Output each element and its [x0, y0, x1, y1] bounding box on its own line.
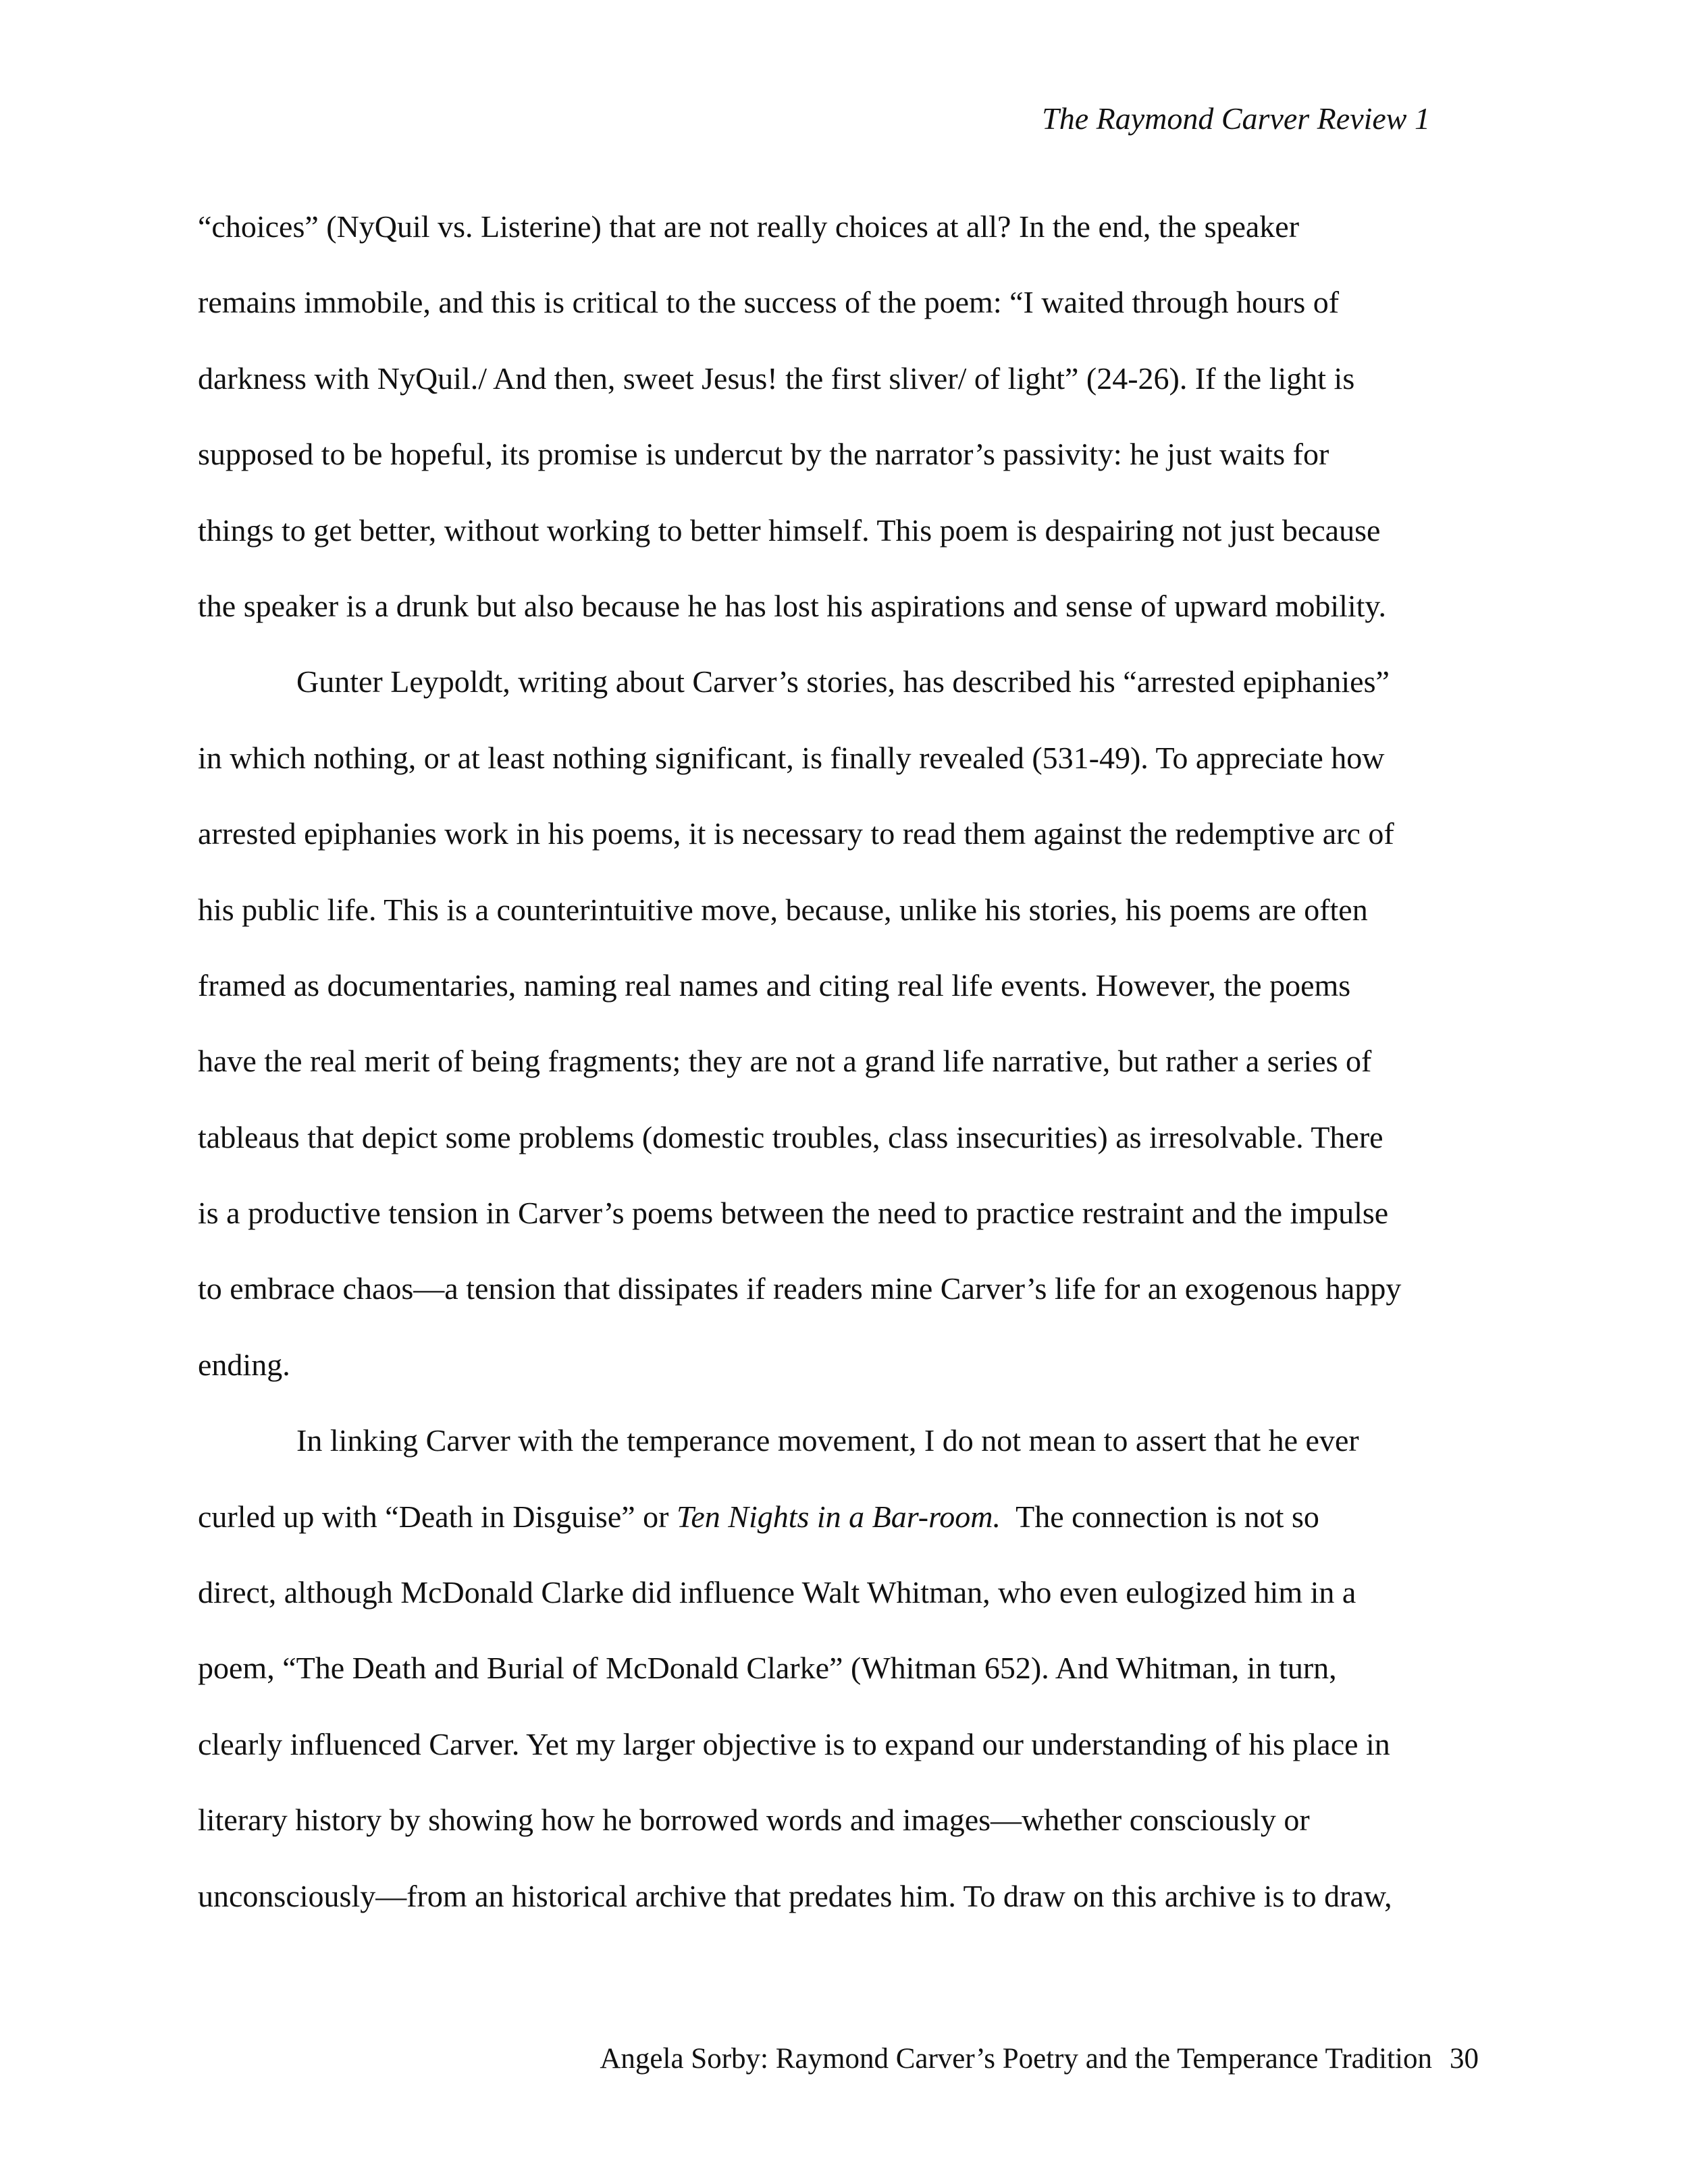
- body-text: [198, 189, 1492, 1934]
- text-line: direct, although McDonald Clarke did influence Walt Whitman, who even eulogized him in a: [198, 1575, 1356, 1610]
- paragraph-start-line: Gunter Leypoldt, writing about Carver’s stories, has described his “arrested epiphanies”: [296, 664, 1390, 699]
- text-line: his public life. This is a counterintuitive move, because, unlike his stories, his poems are often: [198, 892, 1368, 927]
- footer-citation: Angela Sorby: Raymond Carver’s Poetry and the Temperance Tradition: [600, 2043, 1432, 2075]
- text-line: unconsciously—from an historical archive that predates him. To draw on this archive is to draw,: [198, 1878, 1392, 1913]
- text-line: remains immobile, and this is critical to the success of the poem: “I waited through hours of: [198, 285, 1340, 320]
- running-header: The Raymond Carver Review 1: [1042, 101, 1430, 136]
- running-footer: [600, 2039, 1479, 2079]
- text-line: is a productive tension in Carver’s poems between the need to practice restraint and the impulse: [198, 1196, 1389, 1231]
- italic-book-title: Ten Nights in a Bar-room.: [676, 1499, 1001, 1534]
- text-line-with-italic: [198, 1479, 1492, 1555]
- text-line: arrested epiphanies work in his poems, it is necessary to read them against the redemptive arc of: [198, 816, 1394, 851]
- text-line: in which nothing, or at least nothing significant, is finally revealed (531-49). To appreciate how: [198, 740, 1385, 775]
- text-line: the speaker is a drunk but also because he has lost his aspirations and sense of upward mobility.: [198, 588, 1386, 623]
- text-line: ending.: [198, 1347, 290, 1382]
- text-segment: curled up with “Death in Disguise” or: [198, 1499, 677, 1534]
- text-line: “choices” (NyQuil vs. Listerine) that are not really choices at all? In the end, the speaker: [198, 209, 1300, 244]
- text-line: clearly influenced Carver. Yet my larger objective is to expand our understanding of his place in: [198, 1726, 1390, 1761]
- text-line: have the real merit of being fragments; they are not a grand life narrative, but rather a series of: [198, 1044, 1372, 1079]
- text-line: things to get better, without working to better himself. This poem is despairing not just because: [198, 512, 1381, 548]
- text-segment: The connection is not so: [1001, 1499, 1319, 1534]
- text-line: framed as documentaries, naming real names and citing real life events. However, the poems: [198, 967, 1351, 1003]
- text-line: supposed to be hopeful, its promise is undercut by the narrator’s passivity: he just waits for: [198, 437, 1329, 472]
- paragraph-start-line: In linking Carver with the temperance movement, I do not mean to assert that he ever: [296, 1423, 1359, 1458]
- text-line: darkness with NyQuil./ And then, sweet Jesus! the first sliver/ of light” (24-26). If the light is: [198, 361, 1355, 396]
- text-line: to embrace chaos—a tension that dissipates if readers mine Carver’s life for an exogenous happy: [198, 1271, 1402, 1306]
- page-number: 30: [1450, 2043, 1479, 2075]
- text-line: tableaus that depict some problems (domestic troubles, class insecurities) as irresolvable. There: [198, 1119, 1383, 1154]
- text-line: poem, “The Death and Burial of McDonald Clarke” (Whitman 652). And Whitman, in turn,: [198, 1651, 1337, 1686]
- text-line: literary history by showing how he borrowed words and images—whether consciously or: [198, 1803, 1310, 1838]
